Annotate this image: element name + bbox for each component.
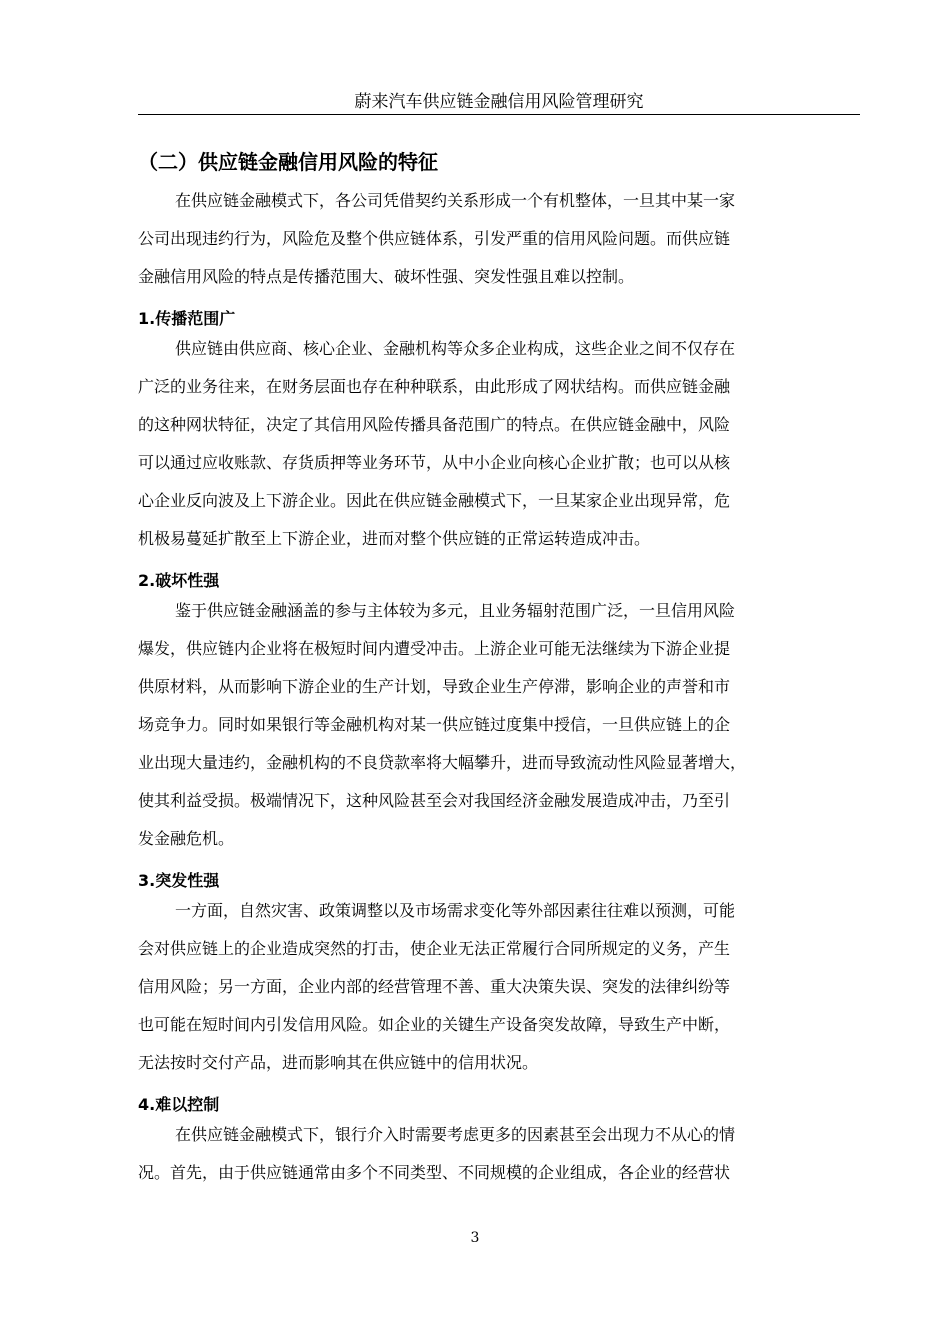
paragraph-hard-to-control: [138, 1122, 860, 1198]
paragraph-line: 发金融危机。: [138, 829, 235, 848]
paragraph-line: 使其利益受损。极端情况下，这种风险甚至会对我国经济金融发展造成冲击，乃至引: [138, 791, 731, 810]
paragraph-line: 业出现大量违约，金融机构的不良贷款率将大幅攀升，进而导致流动性风险显著增大，: [138, 753, 747, 772]
subheading-spread: 1.传播范围广: [138, 309, 236, 328]
paragraph-line: 信用风险；另一方面，企业内部的经营管理不善、重大决策失误、突发的法律纠纷等: [138, 977, 731, 996]
running-header: [138, 90, 860, 115]
paragraph-line: 供应链由供应商、核心企业、金融机构等众多企业构成，这些企业之间不仅存在: [175, 339, 736, 358]
paragraph-line: 也可能在短时间内引发信用风险。如企业的关键生产设备突发故障，导致生产中断，: [138, 1015, 731, 1034]
paragraph-line: 会对供应链上的企业造成突然的打击，使企业无法正常履行合同所规定的义务，产生: [138, 939, 731, 958]
paragraph-line: 可以通过应收账款、存货质押等业务环节，从中小企业向核心企业扩散；也可以从核: [138, 453, 731, 472]
intro-paragraph: [138, 188, 860, 302]
section-title: （二）供应链金融信用风险的特征: [138, 150, 438, 174]
paragraph-line: 无法按时交付产品，进而影响其在供应链中的信用状况。: [138, 1053, 539, 1072]
paragraph-line: 鉴于供应链金融涵盖的参与主体较为多元，且业务辐射范围广泛，一旦信用风险: [175, 601, 736, 620]
subheading-sudden: 3.突发性强: [138, 871, 220, 890]
page-content: [138, 140, 860, 1198]
paragraph-sudden: [138, 898, 860, 1088]
paragraph-line: 爆发，供应链内企业将在极短时间内遭受冲击。上游企业可能无法继续为下游企业提: [138, 639, 731, 658]
paragraph-line: 在供应链金融模式下，各公司凭借契约关系形成一个有机整体，一旦其中某一家: [175, 191, 736, 210]
paragraph-line: 一方面，自然灾害、政策调整以及市场需求变化等外部因素往往难以预测，可能: [175, 901, 736, 920]
paragraph-line: 在供应链金融模式下，银行介入时需要考虑更多的因素甚至会出现力不从心的情: [175, 1125, 736, 1144]
paragraph-line: 公司出现违约行为，风险危及整个供应链体系，引发严重的信用风险问题。而供应链: [138, 229, 731, 248]
paragraph-line: 机极易蔓延扩散至上下游企业，进而对整个供应链的正常运转造成冲击。: [138, 529, 651, 548]
paragraph-line: 广泛的业务往来，在财务层面也存在种种联系，由此形成了网状结构。而供应链金融: [138, 377, 731, 396]
paragraph-line: 况。首先，由于供应链通常由多个不同类型、不同规模的企业组成，各企业的经营状: [138, 1163, 731, 1182]
subheading-hard-to-control: 4.难以控制: [138, 1095, 220, 1114]
paragraph-line: 场竞争力。同时如果银行等金融机构对某一供应链过度集中授信，一旦供应链上的企: [138, 715, 731, 734]
paragraph-destructive: [138, 598, 860, 864]
subheading-destructive: 2.破坏性强: [138, 571, 220, 590]
paragraph-line: 供原材料，从而影响下游企业的生产计划，导致企业生产停滞，影响企业的声誉和市: [138, 677, 731, 696]
paragraph-line: 金融信用风险的特点是传播范围大、破坏性强、突发性强且难以控制。: [138, 267, 635, 286]
paragraph-spread: [138, 336, 860, 564]
paragraph-line: 心企业反向波及上下游企业。因此在供应链金融模式下，一旦某家企业出现异常，危: [138, 491, 731, 510]
running-header-title: 蔚来汽车供应链金融信用风险管理研究: [354, 92, 644, 112]
paragraph-line: 的这种网状特征，决定了其信用风险传播具备范围广的特点。在供应链金融中，风险: [138, 415, 731, 434]
page-number: 3: [470, 1230, 480, 1246]
